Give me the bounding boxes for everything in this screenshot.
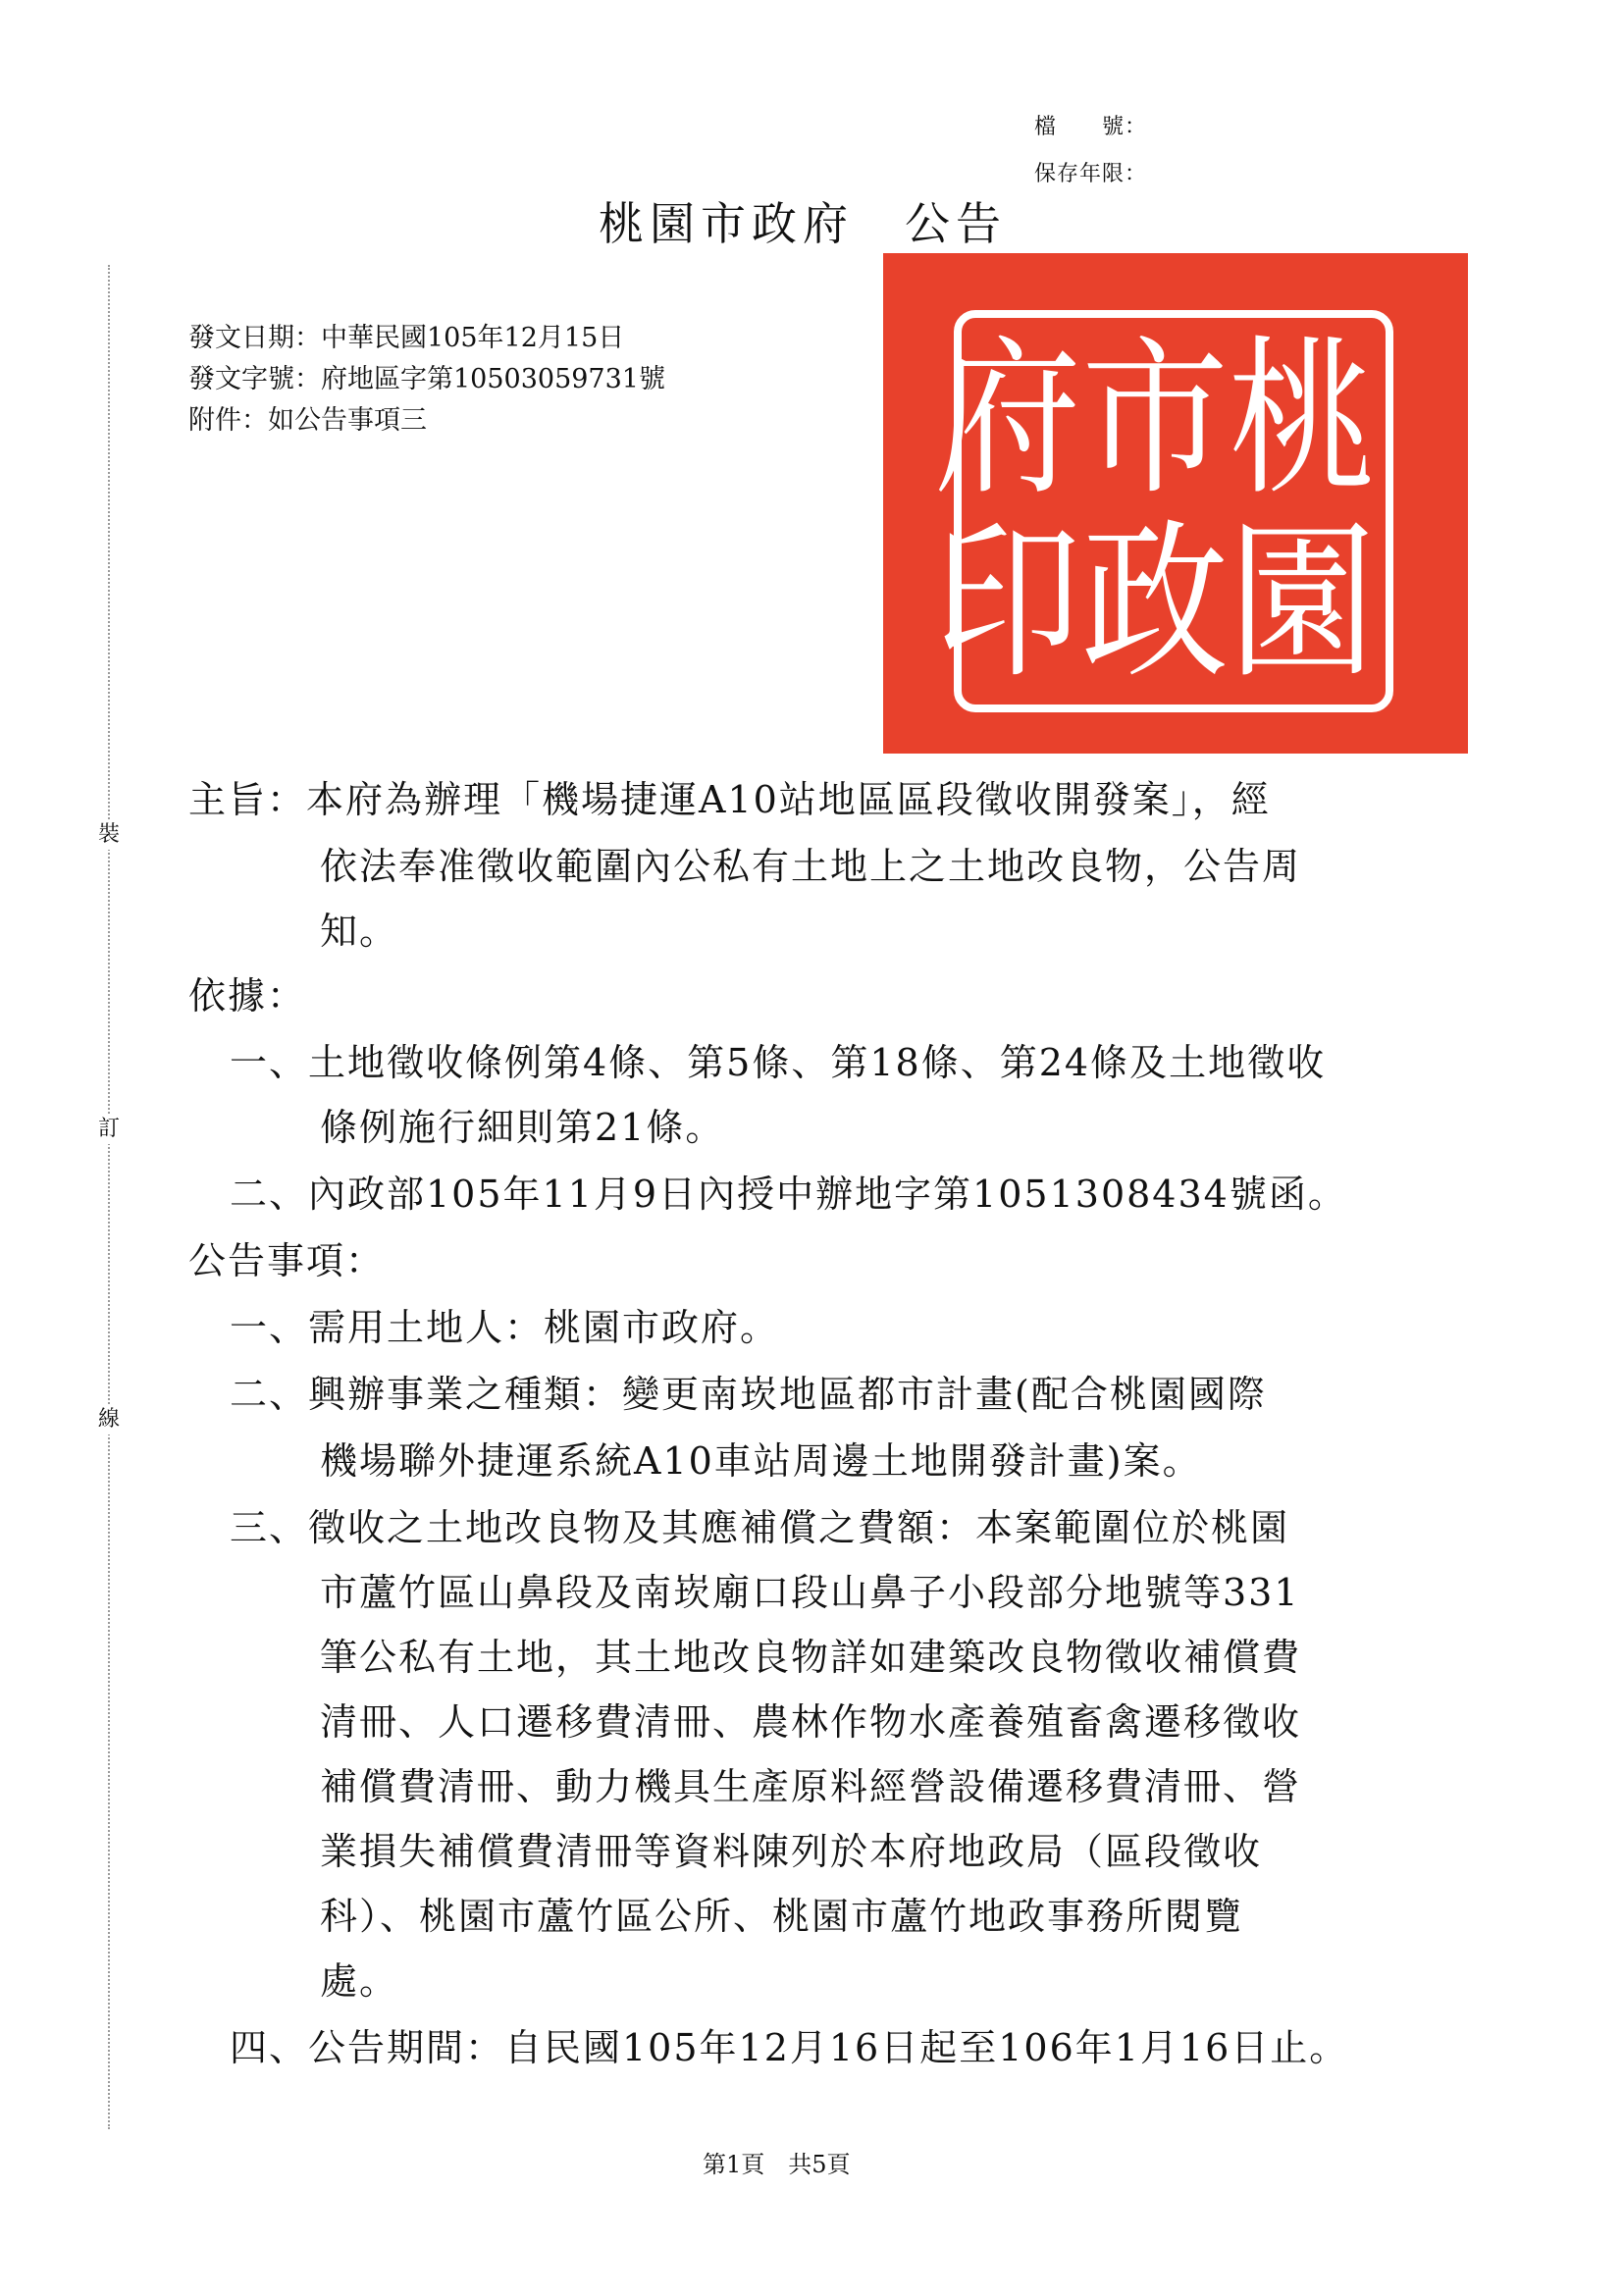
subject-line: 知。 (320, 910, 399, 953)
issue-number: 發文字號：府地區字第10503059731號 (188, 364, 665, 394)
binding-mark-ding: 訂 (96, 1115, 122, 1144)
announcement-line: 三、徵收之土地改良物及其應補償之費額：本案範圍位於桃園 (230, 1506, 1290, 1549)
seal-border (933, 310, 1393, 712)
announcement-line: 四、公告期間：自民國105年12月16日起至106年1月16日止。 (230, 2026, 1349, 2069)
file-number-label: 檔 號： (1034, 115, 1148, 139)
attachment-note: 附件：如公告事項三 (188, 405, 427, 436)
page-number: 第1頁 共5頁 (703, 2151, 851, 2178)
basis-line: 條例施行細則第21條。 (320, 1106, 725, 1149)
announcement-heading: 公告事項： (188, 1239, 386, 1282)
issue-date: 發文日期：中華民國105年12月15日 (188, 323, 625, 353)
seal-char: 府 (933, 321, 1081, 518)
document-title: 桃園市政府 公告 (599, 197, 1007, 250)
retention-period-label: 保存年限： (1034, 162, 1148, 186)
official-seal (883, 253, 1468, 754)
basis-line: 一、土地徵收條例第4條、第5條、第18條、第24條及土地徵收 (230, 1041, 1327, 1084)
announcement-line: 補償費清冊、動力機具生產原料經營設備遷移費清冊、營 (320, 1765, 1302, 1808)
seal-characters (933, 321, 1376, 702)
announcement-line: 業損失補償費清冊等資料陳列於本府地政局（區段徵收 (320, 1830, 1263, 1873)
announcement-line: 科）、桃園市蘆竹區公所、桃園市蘆竹地政事務所閱覽 (320, 1895, 1244, 1938)
seal-char: 桃 (1228, 321, 1376, 518)
announcement-line: 清冊、人口遷移費清冊、農林作物水產養殖畜禽遷移徵收 (320, 1700, 1302, 1744)
announcement-line: 二、興辦事業之種類：變更南崁地區都市計畫(配合桃園國際 (230, 1373, 1267, 1416)
seal-char: 政 (1080, 504, 1229, 702)
subject-line: 主旨：本府為辦理「機場捷運A10站地區區段徵收開發案」，經 (188, 778, 1271, 821)
binding-mark-zhuang: 裝 (96, 820, 122, 850)
seal-char: 印 (933, 504, 1081, 702)
seal-char: 市 (1080, 321, 1229, 518)
basis-line: 二、內政部105年11月9日內授中辦地字第1051308434號函。 (230, 1173, 1347, 1216)
announcement-line: 一、需用土地人：桃園市政府。 (230, 1306, 780, 1349)
binding-mark-xian: 線 (96, 1405, 122, 1435)
binding-line (108, 265, 110, 2129)
seal-char: 園 (1228, 504, 1376, 702)
announcement-line: 筆公私有土地，其土地改良物詳如建築改良物徵收補償費 (320, 1636, 1302, 1679)
announcement-line: 處。 (320, 1959, 399, 2003)
announcement-line: 市蘆竹區山鼻段及南崁廟口段山鼻子小段部分地號等331 (320, 1571, 1300, 1614)
subject-line: 依法奉准徵收範圍內公私有土地上之土地改良物，公告周 (320, 845, 1302, 888)
announcement-line: 機場聯外捷運系統A10車站周邊土地開發計畫)案。 (320, 1439, 1202, 1483)
basis-heading: 依據： (188, 974, 307, 1018)
